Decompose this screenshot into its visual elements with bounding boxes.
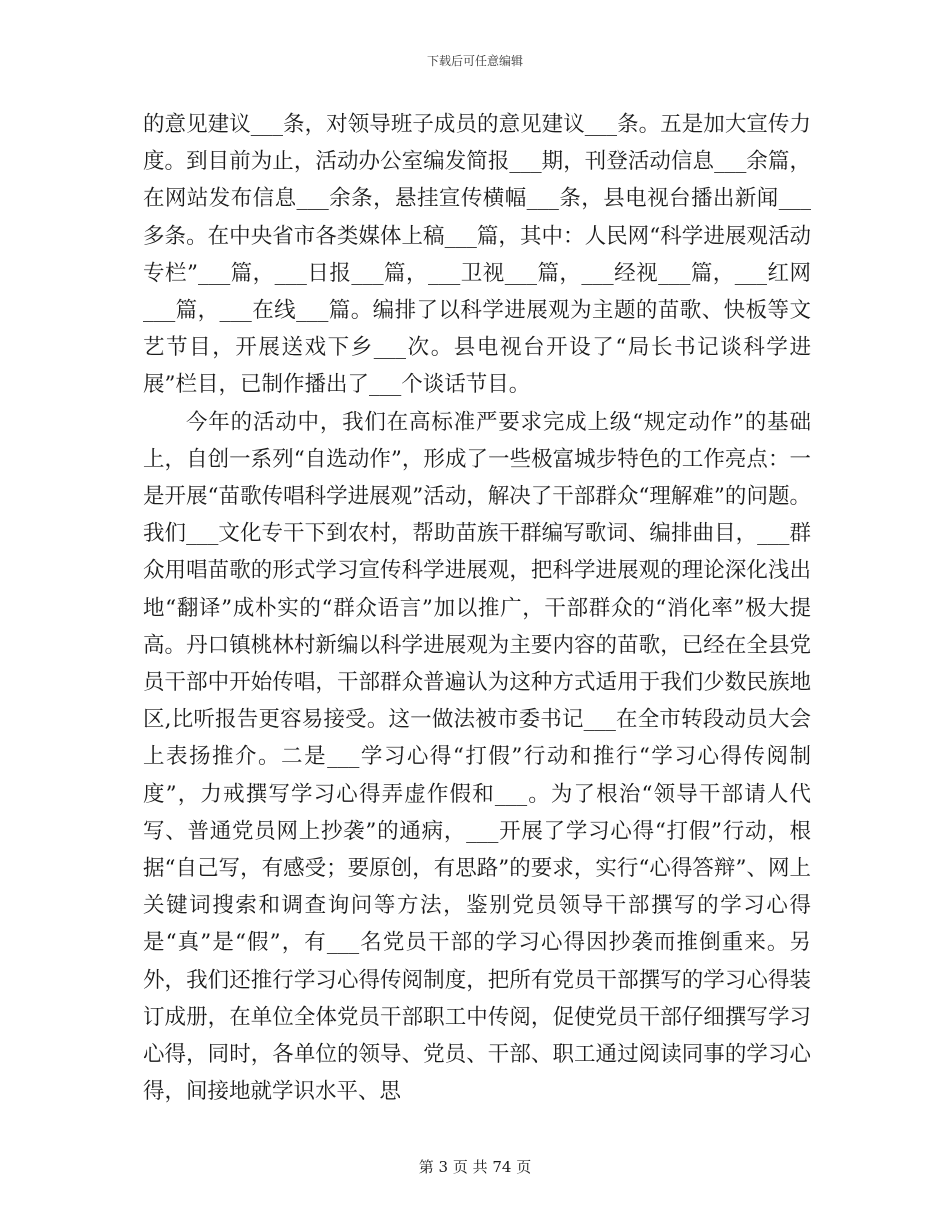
paragraph-continued: 的意见建议___条，对领导班子成员的意见建议___条。五是加大宣传力度。到目前为止，活动办公室编发简报___期，刊登活动信息___余篇，在网站发布信息___余条，悬挂宣传横幅___条，县电视台播出新闻___多条。在中央省市各类媒体上稿___篇，其中：人民网“科学进展观活动专栏”___篇，___日报___篇，___卫视___篇，___经视___篇，___红网___篇，___在线___篇。编排了以科学进展观为主题的苗歌、快板等文艺节目，开展送戏下乡___次。县电视台开设了“局长书记谈科学进展”栏目，已制作播出了___个谈话节目。: [143, 112, 811, 398]
page-header-note: 下载后可任意编辑: [426, 54, 523, 68]
page-number-footer: 第 3 页 共 74 页: [418, 1158, 532, 1176]
document-body: [143, 106, 811, 1110]
paragraph: 今年的活动中，我们在高标准严要求完成上级“规定动作”的基础上，自创一系列“自选动作”，形成了一些极富城步特色的工作亮点：一是开展“苗歌传唱科学进展观”活动，解决了干部群众“理解难”的问题。我们___文化专干下到农村，帮助苗族干群编写歌词、编排曲目，___群众用唱苗歌的形式学习宣传科学进展观，把科学进展观的理论深化浅出地“翻译”成朴实的“群众语言”加以推广，干部群众的“消化率”极大提高。丹口镇桃林村新编以科学进展观为主要内容的苗歌，已经在全县党员干部中开始传唱，干部群众普遍认为这种方式适用于我们少数民族地区,比听报告更容易接受。这一做法被市委书记___在全市转段动员大会上表扬推介。二是___学习心得“打假”行动和推行“学习心得传阅制度”，力戒撰写学习心得弄虚作假和___。为了根治“领导干部请人代写、普通党员网上抄袭”的通病，___开展了学习心得“打假”行动，根据“自己写，有感受；要原创，有思路”的要求，实行“心得答辩”、网上关键词搜索和调查询问等方法，鉴别党员领导干部撰写的学习心得是“真”是“假”，有___名党员干部的学习心得因抄袭而推倒重来。另外，我们还推行学习心得传阅制度，把所有党员干部撰写的学习心得装订成册，在单位全体党员干部职工中传阅，促使党员干部仔细撰写学习心得，同时，各单位的领导、党员、干部、职工通过阅读同事的学习心得，间接地就学识水平、思: [143, 409, 811, 1105]
